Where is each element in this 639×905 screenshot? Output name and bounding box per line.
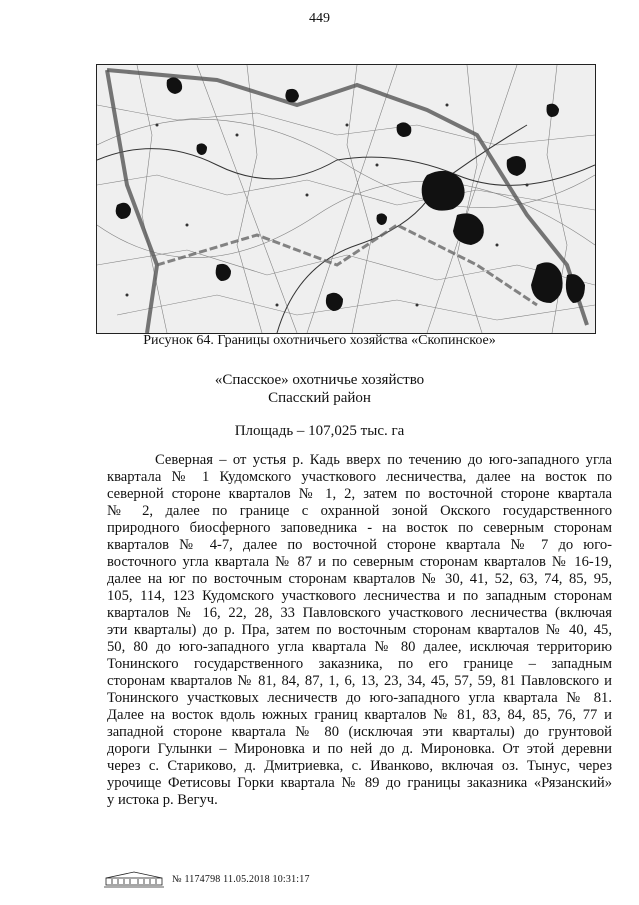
section-area: Площадь – 107,025 тыс. га — [234, 423, 405, 439]
text-line: у истока р. Вегуч. — [107, 792, 218, 808]
topographic-map-icon — [97, 65, 595, 333]
section-district: Спасский район — [268, 390, 371, 406]
parliament-building-stamp-icon — [104, 870, 164, 888]
text-line: Тонинского государственного заказника, по его границе – западным — [107, 656, 612, 672]
text-line: природного биосферного заповедника - на восток по северным сторонам — [107, 520, 612, 536]
figure-caption: Рисунок 64. Границы охотничьего хозяйства «Скопинское» — [143, 333, 496, 348]
text-line: 50, 80 до юго-западного угла квартала № 80 далее, исключая территорию — [107, 639, 612, 655]
text-line: северной стороне кварталов № 1, 2, затем по восточной стороне квартала — [107, 486, 612, 502]
text-line: сторонам кварталов № 81, 84, 87, 1, 6, 13, 23, 34, 45, 57, 59, 81 Павловского и — [107, 673, 612, 689]
text-line: Тонинского участковых лесничеств до юго-западного угла квартала № 81. — [107, 690, 612, 706]
section-title: «Спасское» охотничье хозяйство — [214, 372, 425, 388]
text-line: западной стороне квартала № 80 (исключая эти кварталы) до грунтовой — [107, 724, 612, 740]
boundary-description — [107, 452, 612, 809]
text-line: дороги Гулынки – Мироновка и по ней до д. Мироновка. От этой деревни — [107, 741, 612, 757]
text-line: кварталов № 4-7, далее по восточной стороне квартала № 7 до юго- — [107, 537, 612, 553]
text-line: через с. Стариково, д. Дмитриевка, с. Иванково, включая оз. Тынус, через — [107, 758, 612, 774]
text-line: кварталов № 16, 22, 28, 33 Павловского участкового лесничества (включая — [107, 605, 612, 621]
boundary-map-image — [96, 64, 596, 334]
document-footer — [104, 869, 310, 889]
text-line: восточного угла квартала № 87 и по северным сторонам кварталов № 16-19, — [107, 554, 612, 570]
text-line: далее на юг по восточным сторонам кварталов № 30, 41, 52, 63, 74, 85, 95, — [107, 571, 612, 587]
page-number: 449 — [309, 11, 330, 26]
text-line: урочище Фетисовы Горки квартала № 89 до границы заказника «Рязанский» — [107, 775, 612, 791]
text-line: эти кварталы) до р. Пра, затем по восточным сторонам кварталов № 40, 45, — [107, 622, 612, 638]
document-registration-text: № 1174798 11.05.2018 10:31:17 — [172, 873, 310, 885]
text-line: 105, 114, 123 Кудомского участкового лесничества и по западным сторонам — [107, 588, 612, 604]
text-line: № 2, далее по границе с охранной зоной Окского государственного — [107, 503, 612, 519]
text-line: Далее на восток вдоль южных границ кварталов № 81, 83, 84, 85, 76, 77 и — [107, 707, 612, 723]
text-line: Северная – от устья р. Кадь вверх по течению до юго-западного угла — [155, 452, 612, 468]
text-line: квартала № 1 Кудомского участкового лесничества, далее на восток по — [107, 469, 612, 485]
